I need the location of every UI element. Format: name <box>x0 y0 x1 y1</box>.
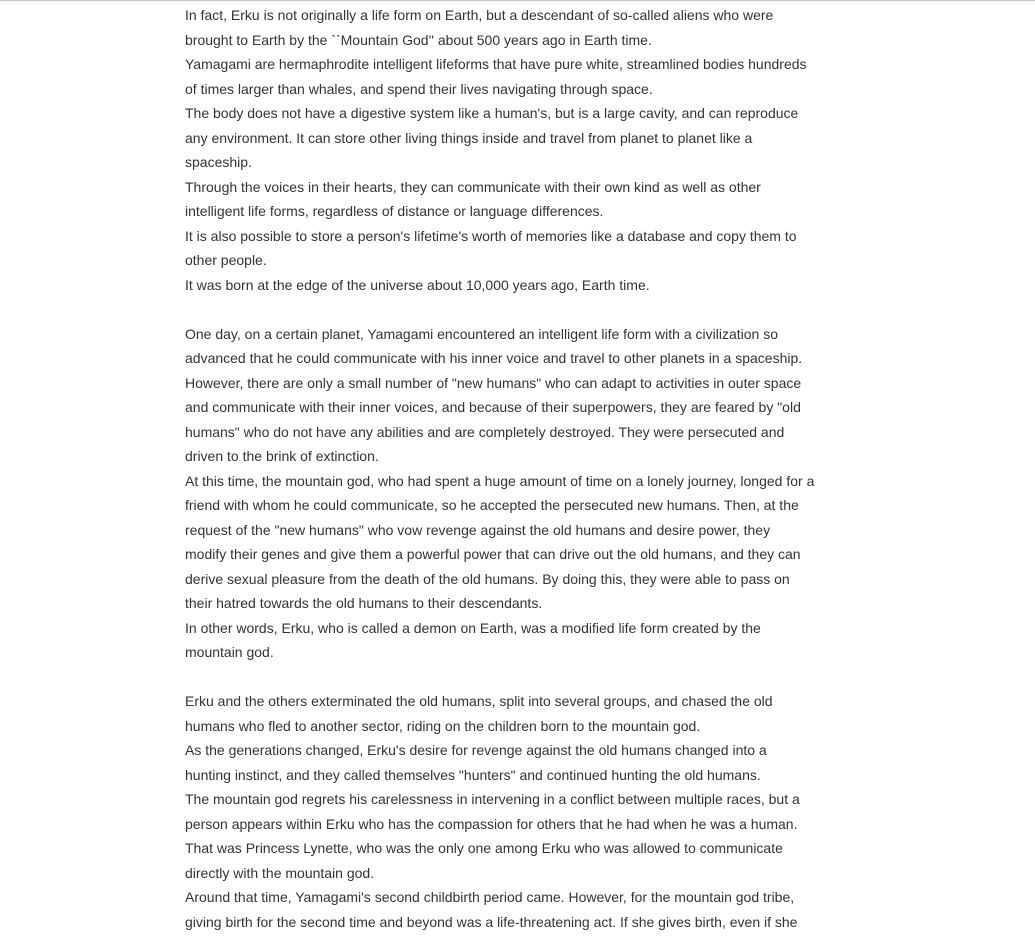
paragraph-gap <box>185 665 815 690</box>
paragraph: In fact, Erku is not originally a life form on Earth, but a descendant of so-called aliens who were brought to Earth by the ``Mountain God'' about 500 years ago in Earth time. <box>185 7 774 48</box>
paragraph: Erku and the others exterminated the old humans, split into several groups, and chased the old humans who fled to another sector, riding on the children born to the mountain god. <box>185 693 773 734</box>
paragraph: The mountain god regrets his carelessness in intervening in a conflict between multiple races, but a person appears within Erku who has the compassion for others that he had when he was a human. That was Princess Lynette, who was the only one among Erku who was allowed to communicate directly with the mountain god. <box>185 791 800 881</box>
paragraph: The body does not have a digestive system like a human's, but is a large cavity, and can reproduce any environment. It can store other living things inside and travel from planet to planet like a spaceship. <box>185 105 799 170</box>
paragraph: In other words, Erku, who is called a demon on Earth, was a modified life form created by the mountain god. <box>185 619 761 660</box>
paragraph: As the generations changed, Erku's desire for revenge against the old humans changed into a hunting instinct, and they called themselves "hunters" and continued hunting the old humans. <box>185 742 767 783</box>
paragraph: Through the voices in their hearts, they can communicate with their own kind as well as other intelligent life forms, regardless of distance or language differences. <box>185 178 761 219</box>
paragraph: One day, on a certain planet, Yamagami encountered an intelligent life form with a civilization so advanced that he could communicate with his inner voice and travel to other planets in a spaceship. <box>185 325 803 366</box>
paragraph: At this time, the mountain god, who had spent a huge amount of time on a lonely journey, longed for a friend with whom he could communicate, so he accepted the persecuted new humans. Then, at the request of the "new humans" who vow revenge against the old humans and desire power, they modify their genes and give them a powerful power that can drive out the old humans, and they can derive sexual pleasure from the death of the old humans. By doing this, they were able to pass on their hatred towards the old humans to their descendants. <box>185 472 815 611</box>
paragraph-gap <box>185 297 815 322</box>
paragraph: However, there are only a small number of "new humans" who can adapt to activities in outer space and communicate with their inner voices, and because of their superpowers, they are feared by "old humans" who do not have any abilities and are completely destroyed. They were persecuted and driven to the brink of extinction. <box>185 374 802 464</box>
paragraph: Around that time, Yamagami's second childbirth period came. However, for the mountain god tribe, giving birth for the second time and beyond was a life-threatening act. If she gives birth, even if she <box>185 889 798 930</box>
paragraph: It was born at the edge of the universe about 10,000 years ago, Earth time. <box>185 276 650 293</box>
top-divider <box>0 0 1035 1</box>
article-body <box>185 3 815 934</box>
paragraph: Yamagami are hermaphrodite intelligent lifeforms that have pure white, streamlined bodies hundreds of times larger than whales, and spend their lives navigating through space. <box>185 56 807 97</box>
paragraph: It is also possible to store a person's lifetime's worth of memories like a database and copy them to other people. <box>185 227 797 268</box>
